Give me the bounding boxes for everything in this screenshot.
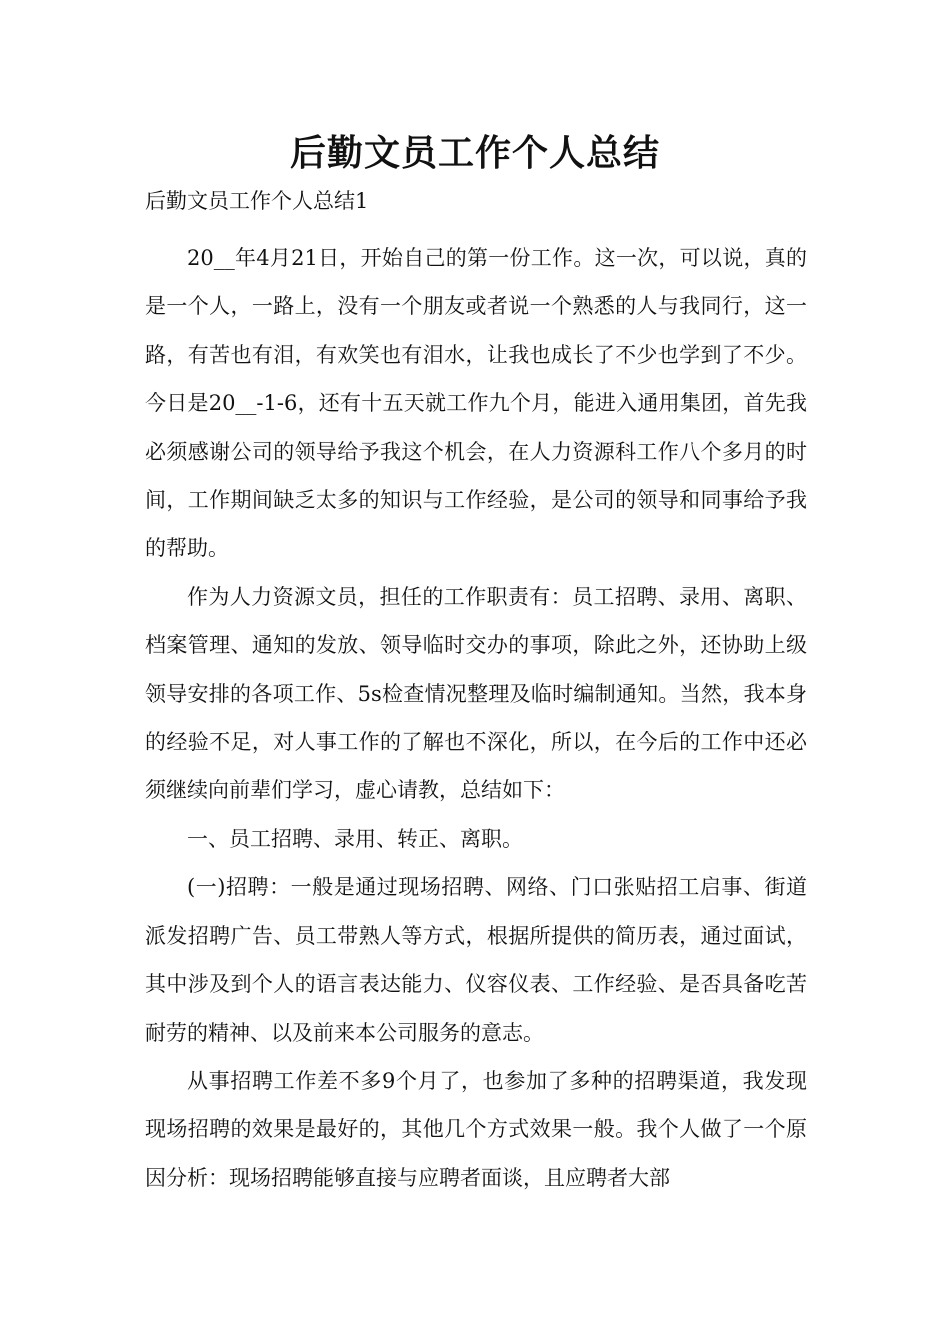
- paragraph-5: 从事招聘工作差不多9个月了，也参加了多种的招聘渠道，我发现现场招聘的效果是最好的，其他几个方式效果一般。我个人做了一个原因分析：现场招聘能够直接与应聘者面谈，且应聘者大部: [145, 1068, 807, 1190]
- paragraph-3-heading: 一、员工招聘、录用、转正、离职。: [187, 826, 523, 851]
- paragraph-4: (一)招聘：一般是通过现场招聘、网络、门口张贴招工启事、街道派发招聘广告、员工带熟人等方式，根据所提供的简历表，通过面试，其中涉及到个人的语言表达能力、仪容仪表、工作经验、是否具备吃苦耐劳的精神、以及前来本公司服务的意志。: [145, 875, 807, 1045]
- document-body: [145, 234, 807, 1202]
- document-title: 后勤文员工作个人总结: [289, 132, 660, 174]
- paragraph-2: 作为人力资源文员，担任的工作职责有：员工招聘、录用、离职、档案管理、通知的发放、领导临时交办的事项，除此之外，还协助上级领导安排的各项工作、5s检查情况整理及临时编制通知。当然，我本身的经验不足，对人事工作的了解也不深化，所以，在今后的工作中还必须继续向前辈们学习，虚心请教，总结如下：: [145, 584, 807, 803]
- document-subtitle: 后勤文员工作个人总结1: [145, 189, 369, 213]
- paragraph-1: 20__年4月21日，开始自己的第一份工作。这一次，可以说，真的是一个人，一路上，没有一个朋友或者说一个熟悉的人与我同行，这一路，有苦也有泪，有欢笑也有泪水，让我也成长了不少也学到了不少。今日是20__-1-6，还有十五天就工作九个月，能进入通用集团，首先我必须感谢公司的领导给予我这个机会，在人力资源科工作八个多月的时间，工作期间缺乏太多的知识与工作经验，是公司的领导和同事给予我的帮助。: [145, 246, 807, 561]
